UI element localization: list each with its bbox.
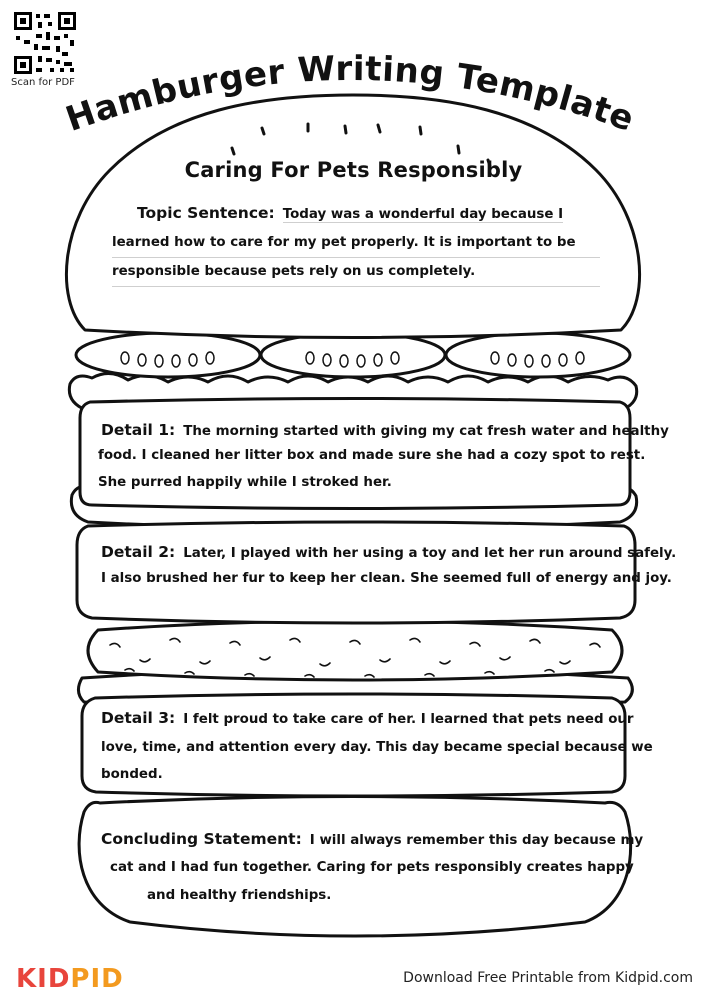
page-title xyxy=(0,0,707,150)
detail2-label: Detail 2: xyxy=(101,543,176,561)
conclusion-line: I will always remember this day because my xyxy=(309,833,644,848)
logo-pid-text: PID xyxy=(70,964,124,992)
download-footer: Download Free Printable from Kidpid.com xyxy=(403,970,693,986)
conclusion-line: and healthy friendships. xyxy=(147,888,332,903)
detail2-line: I also brushed her fur to keep her clean. She seemed full of energy and joy. xyxy=(101,571,672,586)
topic-title: Caring For Pets Responsibly xyxy=(184,158,523,182)
detail3-label: Detail 3: xyxy=(101,709,176,727)
topic-sentence-line: Today was a wonderful day because I xyxy=(282,207,564,222)
patty xyxy=(88,621,622,680)
page-title-text: Hamburger Writing Template xyxy=(60,48,640,140)
qr-caption: Scan for PDF xyxy=(11,77,75,88)
conclusion-label: Concluding Statement: xyxy=(101,830,302,848)
detail1-line: She purred happily while I stroked her. xyxy=(98,475,392,490)
tomato-slice xyxy=(446,333,630,377)
detail3-line: love, time, and attention every day. This day became special because we xyxy=(101,740,653,755)
detail2-line: Later, I played with her using a toy and let her run around safely. xyxy=(183,546,677,561)
detail1-label: Detail 1: xyxy=(101,421,176,439)
logo-kid-text: KID xyxy=(16,964,71,992)
kidpid-logo xyxy=(16,962,126,992)
tomato-slice xyxy=(261,333,445,377)
svg-text:Hamburger Writing Template xyxy=(61,49,640,140)
tomato-slice xyxy=(76,333,260,377)
detail3-line: I felt proud to take care of her. I learned that pets need our xyxy=(183,712,634,727)
detail1-line: food. I cleaned her litter box and made sure she had a cozy spot to rest. xyxy=(98,448,646,463)
topic-sentence-label: Topic Sentence: xyxy=(137,204,275,222)
conclusion-line: cat and I had fun together. Caring for pets responsibly creates happy xyxy=(110,860,634,875)
detail1-line: The morning started with giving my cat fresh water and healthy xyxy=(183,424,669,439)
detail3-line: bonded. xyxy=(101,767,163,782)
topic-sentence-line: responsible because pets rely on us completely. xyxy=(112,257,600,287)
svg-text:KIDPID xyxy=(16,964,124,992)
topic-sentence-line: learned how to care for my pet properly. It is important to be xyxy=(112,228,600,258)
